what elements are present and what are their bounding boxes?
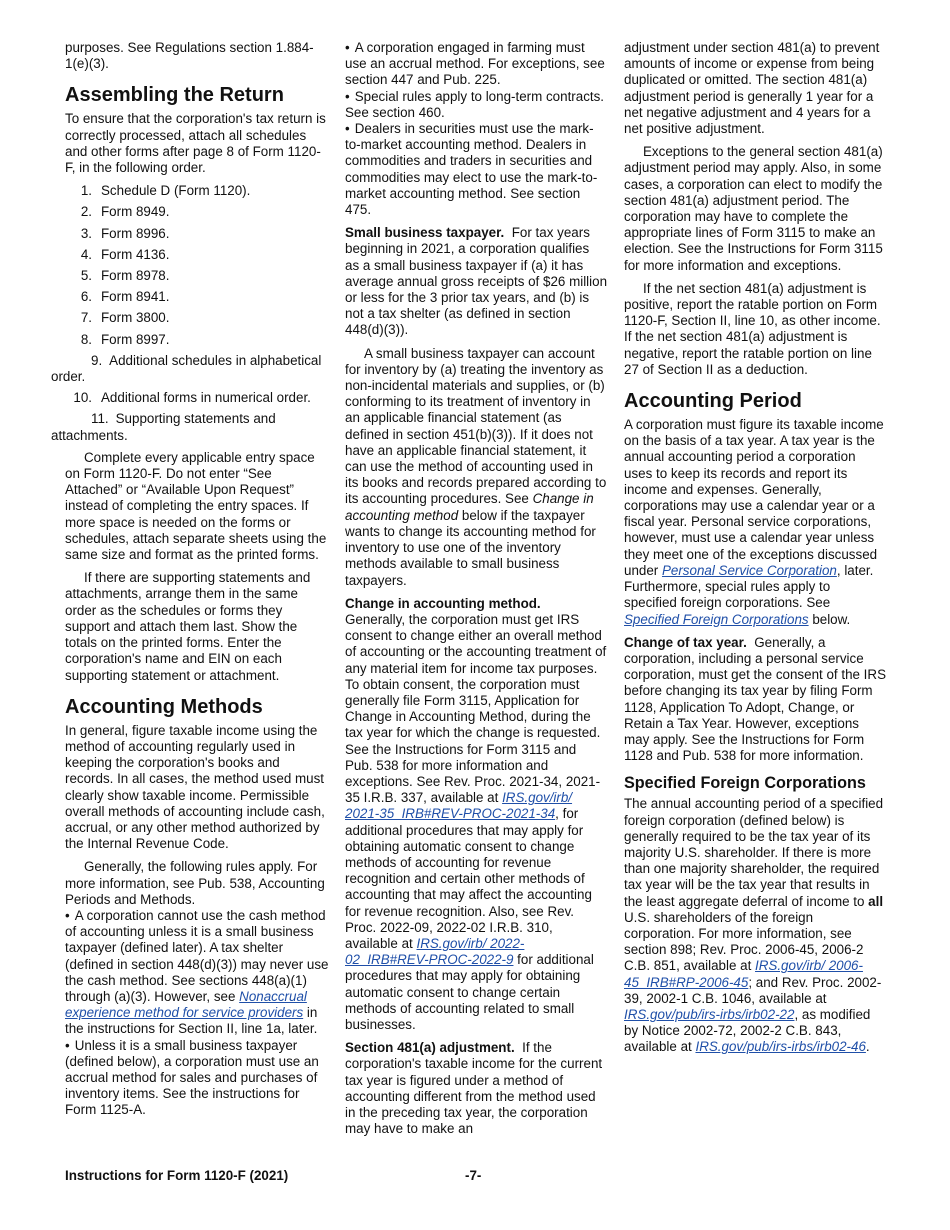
- heading-accounting-methods: Accounting Methods: [65, 695, 263, 718]
- specified-foreign-corps-link[interactable]: Specified Foreign Corporations: [624, 611, 809, 627]
- positive-adjustment-paragraph: If the net section 481(a) adjustment is positive, report the ratable portion on Form 1120-F, Section II, line 10, as other income. If the net section 481(a) adjustment is negative, report the ratable portion on line 27 of Section II as a deduction.: [624, 280, 881, 377]
- assembling-paragraph: To ensure that the corporation's tax return is correctly processed, attach all schedules and other forms after page 8 of Form 1120-F, in the following order.: [65, 111, 326, 176]
- list-item: 2. Form 8949.: [80, 204, 170, 220]
- revproc-2021-34-link[interactable]: IRS.gov/irb/ 2021-35_IRB#REV-PROC-2021-34: [345, 790, 573, 822]
- list-item: • A corporation engaged in farming must use an accrual method. For exceptions, see section 447 and Pub. 225.: [345, 40, 607, 89]
- list-item: 1. Schedule D (Form 1120).: [80, 183, 251, 199]
- inventory-paragraph: A small business taxpayer can account for inventory by (a) treating the inventory as non-incidental materials and supplies, or (b) conforming to its treatment of inventory in an applicable financial statement (as defined in section 451(b)(3)). If it does not have an applicable financial statement, it can use the method of accounting used in its books and records prepared according to its accounting procedures. See Change in accounting method below if the taxpayer wants to change its accounting method for inventory to use one of the inventory methods available to small business taxpayers.: [345, 345, 607, 588]
- intro-paragraph: purposes. See Regulations section 1.884-1(e)(3).: [65, 40, 314, 72]
- list-item: 6. Form 8941.: [80, 289, 170, 305]
- heading-assembling-return: Assembling the Return: [65, 84, 284, 107]
- change-method-paragraph: Change in accounting method. Generally, the corporation must get IRS consent to change either an overall method of accounting or the accounting treatment of any material item for income tax purposes. To obtain consent, the corporation must generally file Form 3115, Application for Change in Accounting Method, during the tax year for which the change is requested. See the Instructions for Form 3115 and Pub. 538 for more information and exceptions. See Rev. Proc. 2021-34, 2021-35 I.R.B. 337, available at IRS.gov/irb/ 2021-35_IRB#REV-PROC-2021-34, for additional procedures that may apply for obtaining automatic consent to change methods of accounting for revenue recognition and certain other methods of accounting that may affect the accounting for revenue recognition. Also, see Rev. Proc. 2022-09, 2022-02 I.R.B. 310, available at IRS.gov/irb/ 2022-02_IRB#REV-PROC-2022-9 for additional procedures that may apply for obtaining automatic consent to change certain methods of accounting related to small businesses.: [345, 595, 607, 1032]
- list-item: • Unless it is a small business taxpayer (defined below), a corporation must use an accrual method for sales and purchases of inventory items. See the instructions for Form 1125-A.: [65, 1038, 330, 1119]
- revproc-2022-9-link[interactable]: IRS.gov/irb/ 2022-02_IRB#REV-PROC-2022-9: [345, 935, 525, 968]
- run-in-heading: Change in accounting method.: [345, 595, 541, 611]
- supporting-paragraph: If there are supporting statements and attachments, arrange them in the same order as the schedules or forms they support and attach them last. Show the totals on the printed forms. Enter the corporation's name and EIN on each supporting statement or attachment.: [65, 570, 311, 683]
- rules-list-cont: [345, 40, 607, 218]
- section-481-paragraph: Section 481(a) adjustment. If the corporation's taxable income for the current tax year is figured under a method of accounting different from the method used in the preceding tax year, the corporation may have to make an: [345, 1040, 603, 1137]
- list-item: 5. Form 8978.: [80, 268, 170, 284]
- complete-paragraph: Complete every applicable entry space on Form 1120-F. Do not enter “See Attached” or “Available Upon Request” instead of completing the entry spaces. If more space is needed on the forms or schedules, attach separate sheets using the same size and format as the printed forms.: [65, 449, 327, 563]
- run-in-heading: Change of tax year.: [624, 634, 747, 650]
- assembly-order-list: [51, 183, 330, 444]
- heading-specified-foreign-corporations: Specified Foreign Corporations: [624, 774, 866, 793]
- list-item: 9. Additional schedules in alphabetical order.: [51, 352, 322, 385]
- list-item: 3. Form 8996.: [80, 225, 170, 241]
- column-1: [51, 40, 330, 1126]
- list-item: • Special rules apply to long-term contracts. See section 460.: [345, 89, 607, 121]
- generally-paragraph: Generally, the following rules apply. For more information, see Pub. 538, Accounting Periods and Methods.: [65, 859, 325, 907]
- list-item: 8. Form 8997.: [80, 331, 170, 347]
- sfc-paragraph: The annual accounting period of a specified foreign corporation (defined below) is generally required to be the tax year of its majority U.S. shareholder. If there is more than one majority shareholder, the required tax year will be the tax year that results in the least aggregate deferral of income to all U.S. shareholders of the foreign corporation. For more information, see section 898; Rev. Proc. 2006-45, 2006-2 C.B. 851, available at IRS.gov/irb/ 2006-45_IRB#RP-2006-45; and Rev. Proc. 2002-39, 2002-1 C.B. 1046, available at IRS.gov/pub/irs-irbs/irb02-22, as modified by Notice 2002-72, 2002-2 C.B. 843, available at IRS.gov/pub/irs-irbs/irb02-46.: [624, 796, 884, 1055]
- change-tax-year-paragraph: Change of tax year. Generally, a corporation, including a personal service corporation, must get the consent of the IRS before changing its tax year by filing Form 1128, Application To Adopt, Change, or Retain a Tax Year. However, exceptions may apply. See the Instructions for Form 1128 and Pub. 538 for more information.: [624, 634, 887, 764]
- page-number: -7-: [465, 1168, 482, 1183]
- list-item: 11. Supporting statements and attachments.: [51, 411, 276, 443]
- irb02-46-link[interactable]: IRS.gov/pub/irs-irbs/irb02-46: [695, 1039, 866, 1055]
- list-item: 4. Form 4136.: [80, 246, 170, 262]
- column-3: [624, 40, 886, 1063]
- small-business-paragraph: Small business taxpayer. For tax years beginning in 2021, a corporation qualifies as a small business taxpayer if (a) it has average annual gross receipts of $26 million or less for the 3 prior tax years, and (b) is not a tax shelter (as defined in section 448(d)(3)).: [345, 225, 608, 338]
- personal-service-corp-link[interactable]: Personal Service Corporation: [661, 562, 837, 578]
- rules-list: [65, 908, 330, 1119]
- exceptions-paragraph: Exceptions to the general section 481(a) adjustment period may apply. Also, in some cases, a corporation can elect to modify the section 481(a) adjustment period. The corporation may have to complete the appropriate lines of Form 3115 to make an election. See the Instructions for Form 3115 for more information and exceptions.: [624, 144, 883, 273]
- list-item: • Dealers in securities must use the mark-to-market accounting method. Dealers in commodities and traders in securities and commodities may elect to use the mark-to-market accounting method. See section 475.: [345, 121, 607, 218]
- column-2: [345, 40, 607, 1144]
- list-item: 10. Additional forms in numerical order.: [73, 390, 311, 406]
- adjustment-cont-paragraph: adjustment under section 481(a) to prevent amounts of income or expense from being duplicated or omitted. The section 481(a) adjustment period is generally 1 year for a net negative adjustment and 4 years for a net positive adjustment.: [624, 40, 880, 137]
- rp-2006-45-link[interactable]: IRS.gov/irb/ 2006-45_IRB#RP-2006-45: [624, 958, 863, 990]
- footer-title: Instructions for Form 1120-F (2021): [65, 1168, 289, 1183]
- list-item: • A corporation cannot use the cash method of accounting unless it is a small business taxpayer (defined later). A tax shelter (defined in section 448(d)(3)) may never use the cash method. See sections 448(a)(1) through (a)(3). However, see Nonaccrual experience method for service providers in the instructions for Section II, line 1a, later.: [65, 908, 330, 1038]
- list-item: 7. Form 3800.: [80, 310, 170, 326]
- irb02-22-link[interactable]: IRS.gov/pub/irs-irbs/irb02-22: [624, 1006, 795, 1022]
- period-paragraph: A corporation must figure its taxable income on the basis of a tax year. A tax year is the annual accounting period a corporation uses to keep its records and report its income and expenses. Generally, corporations may use a calendar year or a fiscal year. Personal service corporations, however, must use a calendar year unless they meet one of the exceptions discussed under Personal Service Corporation, later. Furthermore, special rules apply to specified foreign corporations. See Specified Foreign Corporations below.: [624, 417, 884, 627]
- run-in-heading: Small business taxpayer.: [345, 225, 505, 241]
- methods-paragraph: In general, figure taxable income using the method of accounting regularly used in keeping the corporation's books and records. In all cases, the method used must clearly show taxable income. Permissible overall methods of accounting include cash, accrual, or any other method authorized by the Internal Revenue Code.: [65, 722, 325, 852]
- heading-accounting-period: Accounting Period: [624, 390, 802, 413]
- nonaccrual-link[interactable]: Nonaccrual experience method for service providers: [65, 988, 307, 1021]
- run-in-heading: Section 481(a) adjustment.: [345, 1040, 515, 1056]
